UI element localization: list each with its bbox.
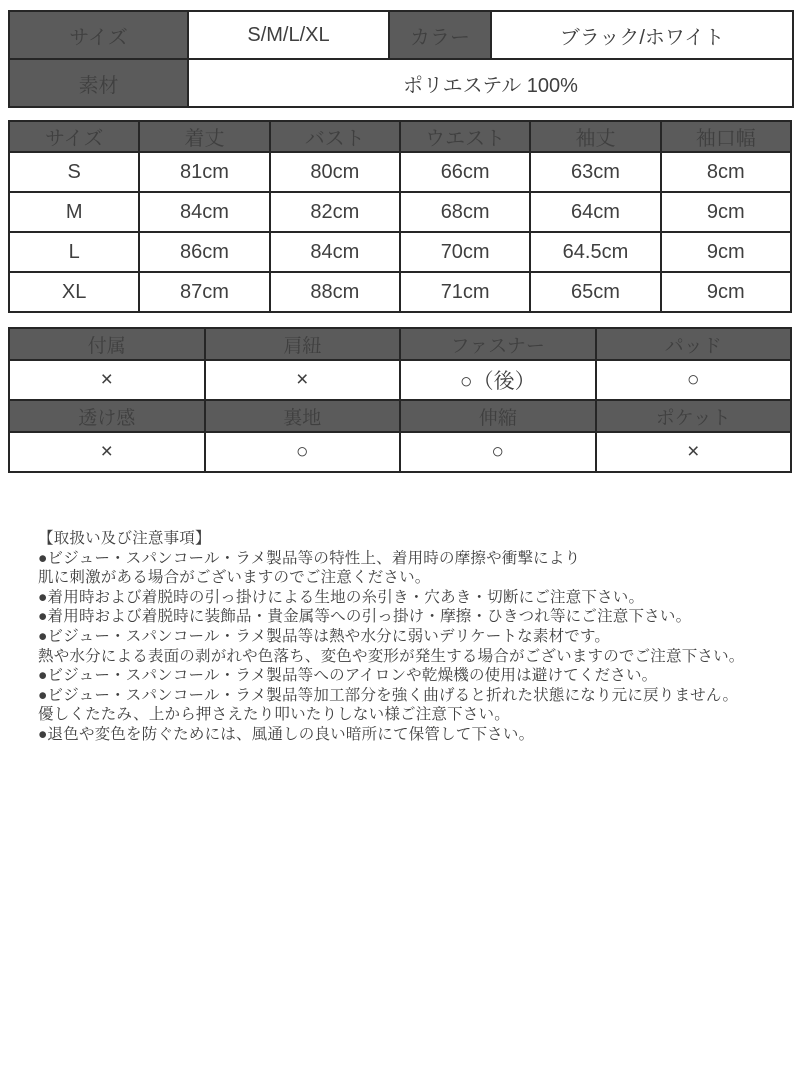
size-row-s — [9, 152, 791, 192]
cell-xl-length: 87cm — [139, 272, 269, 312]
feature-value-strap: × — [205, 360, 401, 400]
cell-m-length: 84cm — [139, 192, 269, 232]
feature-value-sheerness: × — [9, 432, 205, 472]
size-value: S/M/L/XL — [188, 11, 389, 59]
col-header-waist: ウエスト — [400, 121, 530, 152]
cell-l-sleeve: 64.5cm — [530, 232, 660, 272]
feature-header-sheerness: 透け感 — [9, 400, 205, 432]
cell-s-length: 81cm — [139, 152, 269, 192]
size-row-xl — [9, 272, 791, 312]
cell-l-length: 86cm — [139, 232, 269, 272]
cell-l-size: L — [9, 232, 139, 272]
cell-s-bust: 80cm — [270, 152, 400, 192]
size-row-l — [9, 232, 791, 272]
care-note-line: ●ビジュー・スパンコール・ラメ製品等へのアイロンや乾燥機の使用は避けてください。 — [38, 667, 658, 685]
feature-value-accessory: × — [9, 360, 205, 400]
cell-l-cuff: 9cm — [661, 232, 791, 272]
features-header-row-1 — [9, 328, 791, 360]
col-header-bust: バスト — [270, 121, 400, 152]
col-header-size: サイズ — [9, 121, 139, 152]
feature-header-zipper: ファスナー — [400, 328, 596, 360]
feature-header-stretch: 伸縮 — [400, 400, 596, 432]
feature-header-lining: 裏地 — [205, 400, 401, 432]
cell-m-size: M — [9, 192, 139, 232]
features-table — [8, 327, 792, 473]
feature-value-stretch: ○ — [400, 432, 596, 472]
material-value: ポリエステル 100% — [188, 59, 793, 107]
color-label: カラー — [389, 11, 491, 59]
col-header-length: 着丈 — [139, 121, 269, 152]
care-note-line: ●退色や変色を防ぐためには、風通しの良い暗所にて保管して下さい。 — [38, 725, 535, 743]
cell-xl-waist: 71cm — [400, 272, 530, 312]
material-label: 素材 — [9, 59, 188, 107]
cell-s-sleeve: 63cm — [530, 152, 660, 192]
care-notes — [38, 529, 764, 745]
cell-xl-cuff: 9cm — [661, 272, 791, 312]
care-note-line: ●ビジュー・スパンコール・ラメ製品等は熱や水分に弱いデリケートな素材です。 — [38, 627, 611, 645]
care-notes-title: 【取扱い及び注意事項】 — [38, 530, 211, 547]
size-label: サイズ — [9, 11, 188, 59]
cell-xl-size: XL — [9, 272, 139, 312]
cell-xl-sleeve: 65cm — [530, 272, 660, 312]
cell-m-cuff: 9cm — [661, 192, 791, 232]
color-value: ブラック/ホワイト — [491, 11, 793, 59]
features-value-row-1 — [9, 360, 791, 400]
feature-value-pad: ○ — [596, 360, 792, 400]
cell-m-sleeve: 64cm — [530, 192, 660, 232]
care-note-line: 熱や水分による表面の剥がれや色落ち、変色や変形が発生する場合がございますのでご注意下さい。 — [38, 647, 745, 665]
care-note-line: ●着用時および着脱時の引っ掛けによる生地の糸引き・穴あき・切断にご注意下さい。 — [38, 588, 645, 606]
size-chart-table — [8, 120, 792, 313]
cell-s-waist: 66cm — [400, 152, 530, 192]
care-note-line: ●ビジュー・スパンコール・ラメ製品等加工部分を強く曲げると折れた状態になり元に戻りません。 — [38, 686, 739, 704]
spec-summary-row-2 — [9, 59, 793, 107]
size-chart-header-row — [9, 121, 791, 152]
feature-value-lining: ○ — [205, 432, 401, 472]
feature-header-pocket: ポケット — [596, 400, 792, 432]
feature-header-accessory: 付属 — [9, 328, 205, 360]
feature-header-pad: パッド — [596, 328, 792, 360]
features-header-row-2 — [9, 400, 791, 432]
care-note-line: 肌に刺激がある場合がございますのでご注意ください。 — [38, 569, 431, 587]
features-value-row-2 — [9, 432, 791, 472]
care-note-line: ●ビジュー・スパンコール・ラメ製品等の特性上、着用時の摩擦や衝撃により — [38, 549, 581, 567]
spec-summary-table — [8, 10, 794, 108]
feature-header-strap: 肩紐 — [205, 328, 401, 360]
cell-s-cuff: 8cm — [661, 152, 791, 192]
cell-xl-bust: 88cm — [270, 272, 400, 312]
size-row-m — [9, 192, 791, 232]
care-note-line: 優しくたたみ、上から押さえたり叩いたりしない様ご注意下さい。 — [38, 706, 510, 724]
cell-l-bust: 84cm — [270, 232, 400, 272]
cell-m-waist: 68cm — [400, 192, 530, 232]
cell-m-bust: 82cm — [270, 192, 400, 232]
col-header-sleeve: 袖丈 — [530, 121, 660, 152]
cell-l-waist: 70cm — [400, 232, 530, 272]
cell-s-size: S — [9, 152, 139, 192]
spec-summary-row-1 — [9, 11, 793, 59]
col-header-cuff: 袖口幅 — [661, 121, 791, 152]
feature-value-zipper: ○（後） — [400, 360, 596, 400]
feature-value-pocket: × — [596, 432, 792, 472]
care-note-line: ●着用時および着脱時に装飾品・貴金属等への引っ掛け・摩擦・ひきつれ等にご注意下さい。 — [38, 608, 692, 626]
